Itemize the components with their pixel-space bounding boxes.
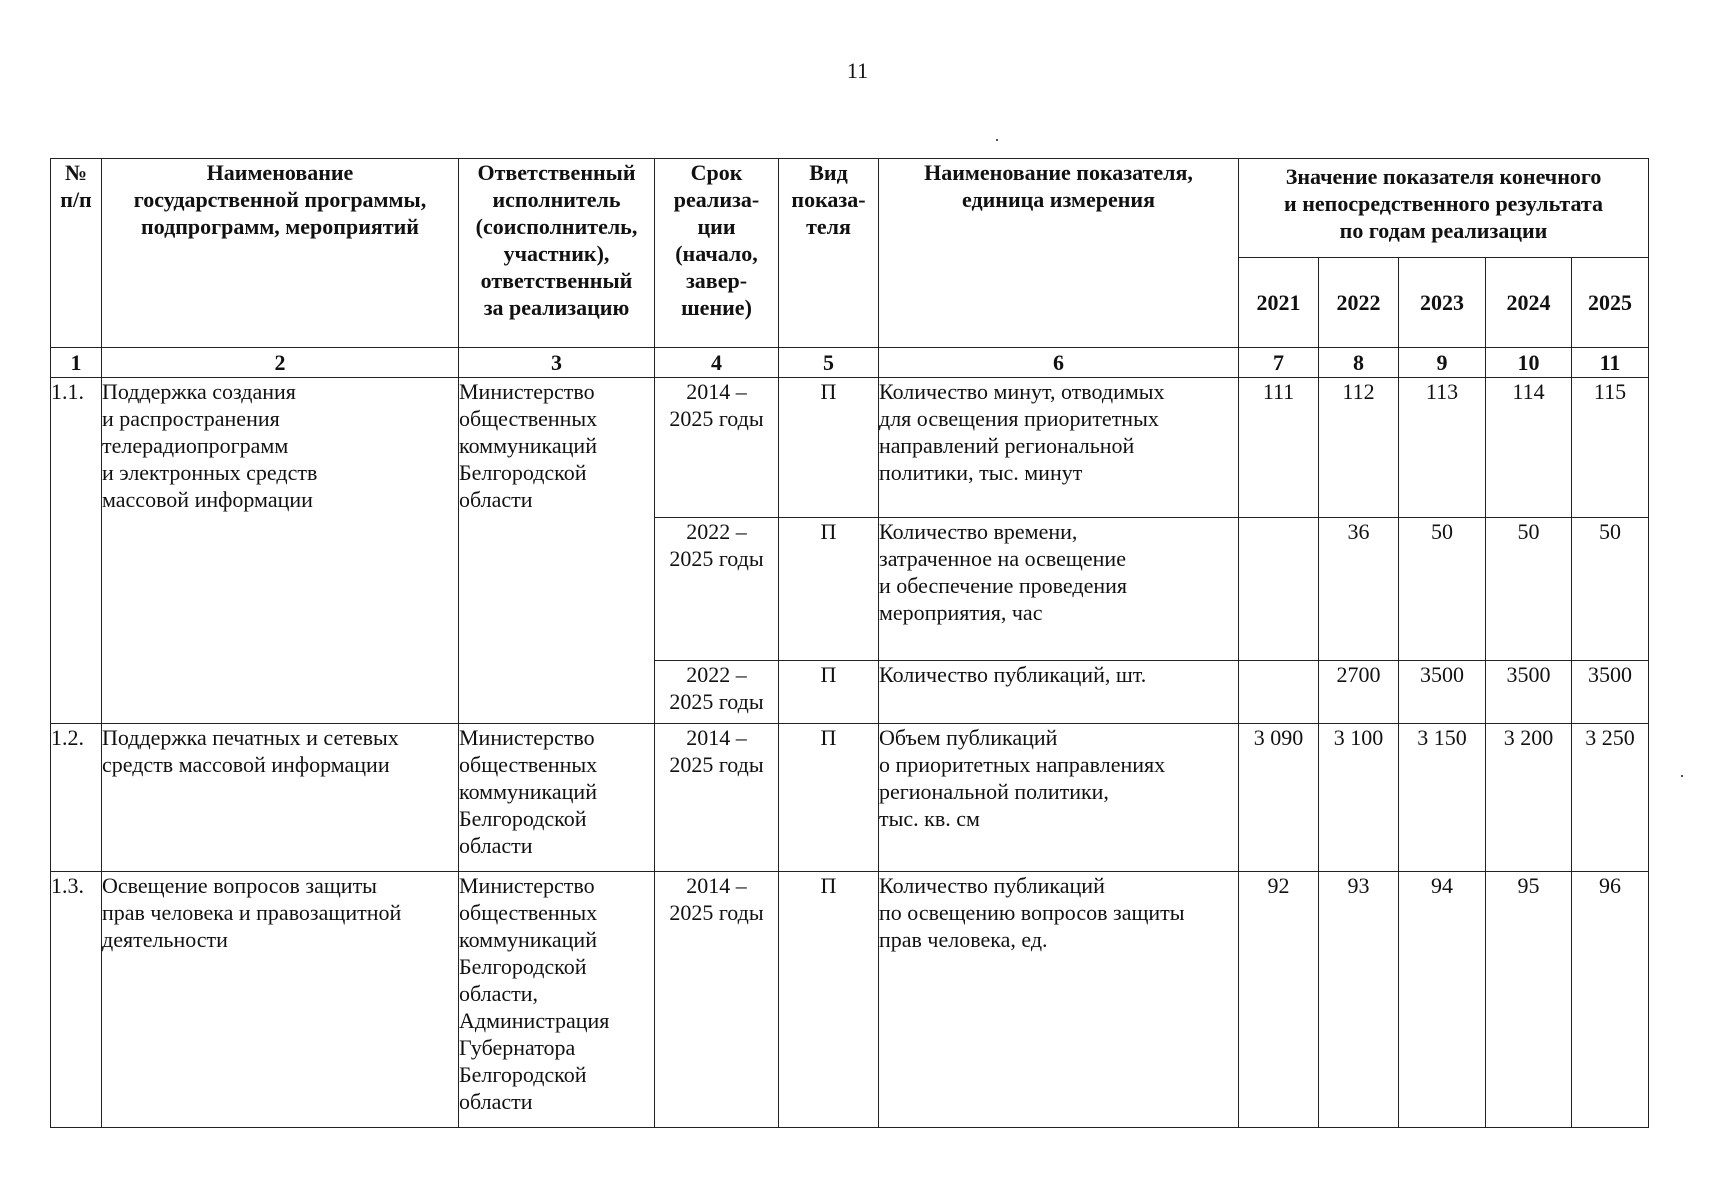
page-number: 11 <box>846 58 869 83</box>
responsible-executor: Министерство общественных коммуникаций Белгородской области <box>459 724 655 872</box>
implementation-term: 2022 – 2025 годы <box>655 518 779 661</box>
value-2023: 50 <box>1399 518 1486 661</box>
header-executor: Ответственный исполнитель (соисполнитель, участник), ответственный за реализацию <box>459 159 655 348</box>
value-2024: 3 200 <box>1486 724 1572 872</box>
indicator-name: Количество минут, отводимых для освещения приоритетных направлений региональной политики, тыс. минут <box>879 378 1239 518</box>
value-2021: 92 <box>1239 872 1319 1128</box>
implementation-term: 2014 – 2025 годы <box>655 872 779 1128</box>
header-num: № п/п <box>51 159 102 348</box>
value-2024: 114 <box>1486 378 1572 518</box>
header-year: 2022 <box>1319 258 1399 348</box>
indicators-table <box>50 158 1649 1128</box>
column-number: 5 <box>779 348 879 378</box>
header-year: 2025 <box>1572 258 1649 348</box>
indicator-name: Количество времени, затраченное на освещение и обеспечение проведения мероприятия, час <box>879 518 1239 661</box>
column-number: 10 <box>1486 348 1572 378</box>
value-2023: 3 150 <box>1399 724 1486 872</box>
table-row <box>51 872 1649 1128</box>
column-number-row <box>51 348 1649 378</box>
value-2022: 3 100 <box>1319 724 1399 872</box>
header-program: Наименование государственной программы, подпрограмм, мероприятий <box>102 159 459 348</box>
indicator-kind: П <box>779 661 879 724</box>
activity-name: Поддержка создания и распространения телерадиопрограмм и электронных средств массовой информации <box>102 378 459 724</box>
implementation-term: 2022 – 2025 годы <box>655 661 779 724</box>
indicator-name: Объем публикаций о приоритетных направлениях региональной политики, тыс. кв. см <box>879 724 1239 872</box>
value-2024: 95 <box>1486 872 1572 1128</box>
header-year: 2021 <box>1239 258 1319 348</box>
row-number: 1.1. <box>51 378 102 724</box>
indicator-kind: П <box>779 518 879 661</box>
column-number: 1 <box>51 348 102 378</box>
header-values-group: Значение показателя конечного и непосредственного результата по годам реализации <box>1239 159 1649 258</box>
value-2022: 112 <box>1319 378 1399 518</box>
value-2025: 3 250 <box>1572 724 1649 872</box>
value-2021 <box>1239 661 1319 724</box>
value-2021: 111 <box>1239 378 1319 518</box>
column-number: 3 <box>459 348 655 378</box>
row-number: 1.2. <box>51 724 102 872</box>
responsible-executor: Министерство общественных коммуникаций Белгородской области, Администрация Губернатора Белгородской области <box>459 872 655 1128</box>
column-number: 8 <box>1319 348 1399 378</box>
column-number: 6 <box>879 348 1239 378</box>
column-number: 7 <box>1239 348 1319 378</box>
indicator-kind: П <box>779 872 879 1128</box>
value-2024: 3500 <box>1486 661 1572 724</box>
value-2025: 3500 <box>1572 661 1649 724</box>
header-term: Срок реализа- ции (начало, завер- шение) <box>655 159 779 348</box>
responsible-executor: Министерство общественных коммуникаций Белгородской области <box>459 378 655 724</box>
header-year: 2023 <box>1399 258 1486 348</box>
activity-name: Освещение вопросов защиты прав человека и правозащитной деятельности <box>102 872 459 1128</box>
indicator-kind: П <box>779 378 879 518</box>
value-2025: 115 <box>1572 378 1649 518</box>
column-number: 9 <box>1399 348 1486 378</box>
implementation-term: 2014 – 2025 годы <box>655 724 779 872</box>
row-number: 1.3. <box>51 872 102 1128</box>
value-2021: 3 090 <box>1239 724 1319 872</box>
column-number: 2 <box>102 348 459 378</box>
scan-speck <box>1681 775 1683 777</box>
indicator-name: Количество публикаций по освещению вопросов защиты прав человека, ед. <box>879 872 1239 1128</box>
indicator-name: Количество публикаций, шт. <box>879 661 1239 724</box>
implementation-term: 2014 – 2025 годы <box>655 378 779 518</box>
scan-speck <box>996 139 998 141</box>
table-row <box>51 724 1649 872</box>
value-2023: 113 <box>1399 378 1486 518</box>
value-2024: 50 <box>1486 518 1572 661</box>
header-year: 2024 <box>1486 258 1572 348</box>
table-row <box>51 378 1649 518</box>
activity-name: Поддержка печатных и сетевых средств массовой информации <box>102 724 459 872</box>
value-2021 <box>1239 518 1319 661</box>
value-2022: 2700 <box>1319 661 1399 724</box>
value-2022: 36 <box>1319 518 1399 661</box>
indicator-kind: П <box>779 724 879 872</box>
column-number: 4 <box>655 348 779 378</box>
value-2023: 94 <box>1399 872 1486 1128</box>
header-kind: Вид показа- теля <box>779 159 879 348</box>
header-indicator: Наименование показателя, единица измерения <box>879 159 1239 348</box>
value-2023: 3500 <box>1399 661 1486 724</box>
value-2022: 93 <box>1319 872 1399 1128</box>
value-2025: 50 <box>1572 518 1649 661</box>
value-2025: 96 <box>1572 872 1649 1128</box>
column-number: 11 <box>1572 348 1649 378</box>
